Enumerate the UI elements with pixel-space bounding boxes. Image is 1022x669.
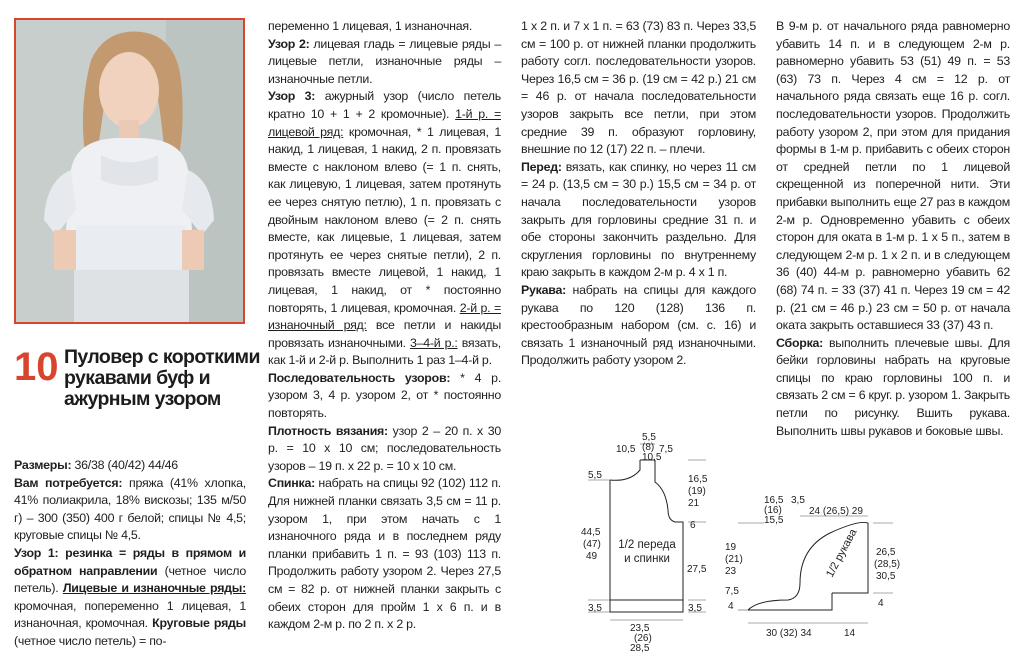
body-neck-right: 7,5: [659, 444, 673, 455]
front-text: вязать, как спинку, но через 11 см = 24 р. (13,5 см = 30 р.) 15,5 см = 34 р. от начала последовательности узоров закрыть для горловины средние 31 п. и обе стороны закончить раздельно. Для скругления горловины по внутреннему краю закрыть в каждом 2-м р. 4 х 1 п.: [521, 159, 756, 280]
pattern3-row1: 1-й р. = лицевой ряд:: [268, 106, 501, 139]
body-side-height: 27,5: [687, 564, 707, 575]
materials-value: пряжа (41% хлопка, 41% полиакрила, 18% вискозы; 135 м/50 г) – 300 (350) 400 г белой; спицы № 4,5; круговые спицы № 4,5.: [14, 475, 247, 543]
sleeve-left-small: 7,5: [725, 586, 739, 597]
body-left-total-1: 44,5: [581, 527, 601, 538]
sequence-text: * 4 р. узором 3, 4 р. узором 2, от * постоянно повторять.: [268, 370, 502, 421]
sleeve-right-1: 26,5: [876, 547, 896, 558]
gauge-label: Плотность вязания:: [268, 423, 388, 438]
sequence-label: Последовательность узоров:: [268, 370, 451, 385]
sleeve-top-mid: 3,5: [791, 495, 805, 506]
sleeve-top-left-2: (16): [764, 505, 782, 516]
assembly-label: Сборка:: [776, 335, 824, 350]
sizes-paragraph: [14, 457, 246, 475]
pattern1-paragraph: [14, 545, 246, 651]
body-left-total-2: (47): [583, 539, 601, 550]
body-shoulder-drop: 5,5: [588, 470, 602, 481]
body-hem-right: 3,5: [688, 603, 702, 614]
pattern3-row3-text: вязать, как 1-й и 2-й р. Выполнить 1 раз 1–4-й р.: [268, 335, 501, 368]
sleeve-bottom-right: 14: [844, 628, 856, 639]
text-column-2: [268, 18, 501, 634]
pattern3-row2: 2-й р. = изнаночный ряд:: [268, 300, 501, 333]
sleeves-text: набрать на спицы для каждого рукава по 120 (128) 136 п. крестообразным набором (см. с. 16) и связать 1 изнаночный ряд изнаночными. Продолжить работу узором 2.: [521, 282, 756, 368]
back-continued: 1 х 2 п. и 7 х 1 п. = 63 (73) 83 п. Через 33,5 см = 100 р. от нижней планки продолжить работу согл. последовательности узоров. Через 16,5 см = 36 р. (19 см = 42 р.) 21 см = 46 р. от начала последовательности узоров закрыть все петли, при этом средние 39 п. образуют горловину, внешние по 12 (17) 22 п. – плечи.: [521, 19, 756, 157]
materials-paragraph: [14, 475, 246, 545]
body-piece-label: 1/2 переда и спинки: [618, 539, 676, 565]
body-left-total-3: 49: [586, 551, 598, 562]
materials-label: Вам потребуется:: [14, 475, 123, 490]
body-armhole-3: 21: [688, 498, 700, 509]
sleeve-top-left-1: 16,5: [764, 495, 784, 506]
sizes-label: Размеры:: [14, 458, 72, 472]
body-neck-top-1: 5,5: [642, 432, 656, 443]
sleeve-top-width: 24 (26,5) 29: [809, 506, 863, 517]
assembly-paragraph: [776, 335, 1010, 441]
gauge-paragraph: [268, 423, 501, 476]
text-column-1: [14, 457, 246, 651]
sleeve-right-3: 30,5: [876, 571, 896, 582]
sleeve-cap-3: 23: [725, 566, 737, 577]
sleeves-label: Рукава:: [521, 282, 566, 297]
sizes-value: 36/38 (40/42) 44/46: [71, 458, 178, 472]
body-width-1: 23,5: [630, 623, 650, 634]
body-armhole-2: (19): [688, 486, 706, 497]
body-under-arm: 6: [690, 520, 696, 531]
sleeve-left-bottom: 4: [728, 601, 734, 612]
pattern1-bold2: Круговые ряды: [152, 616, 246, 631]
pattern1-tail: кромочная, попеременно 1 лицевая, 1 изнаночная, кромочная.: [14, 598, 246, 631]
back-text: набрать на спицы 92 (102) 112 п. Для нижней планки связать 3,5 см = 11 р. узором 1, при этом начать с 1 изнаночного ряда и в последнем ряду планки прибавить 1 п. = 93 (103) 113 п. Продолжить работу узором 2. Через 27,5 см = 82 р. от нижней планки закрыть с обеих сторон для пройм 1 х 6 п. и в каждом 2-м р. по 2 п. х 2 р.: [268, 476, 501, 632]
sleeve-right-2: (28,5): [874, 559, 901, 570]
pattern3-row1-text: кромочная, * 1 лицевая, 1 накид, 1 лицевая, 1 накид, 2 п. провязать вместе с наклоном влево (= 1 п. снять, как лицевую, 1 лицевая, затем протянуть ее через снятую петлю), 1 п. провязать с двойным наклоном влево (= 2 п. снять вместе, как лицевые, 1 лицевая, затем протянуть ее через снятые петли), 2 п. провязать вместе лицевой, 1 накид, 1 лицевая, 1 накид, от * постоянно повторять, 1 лицевая, кромочная.: [268, 124, 501, 315]
sleeve-right-small: 4: [878, 598, 884, 609]
sleeves-paragraph: [521, 282, 756, 370]
sleeve-cap-2: (21): [725, 554, 743, 565]
pattern3-label: Узор 3:: [268, 89, 316, 104]
sequence-paragraph: [268, 370, 501, 423]
model-photo-illustration: [16, 20, 243, 322]
pattern1-label: Узор 1:: [14, 545, 59, 560]
body-neck-top-2: (8): [642, 442, 655, 453]
assembly-text: выполнить плечевые швы. Для бейки горловины набрать на круговые спицы по краю горловины 100 п. и связать 2 см = 6 круг. р. узором 1. Закрыть петли по рисунку. Вшить рукава. Выполнить швы рукавов и боковые швы.: [776, 335, 1010, 438]
body-width-3: 28,5: [630, 643, 650, 654]
sleeve-cap-1: 19: [725, 542, 737, 553]
sleeve-top-left-3: 15,5: [764, 515, 784, 526]
sleeve-pattern-diagram: [718, 488, 908, 658]
pattern3-text: ажурный узор (число петель кратно 10 + 1 + 2 кромочные).: [268, 89, 501, 121]
body-hem-left: 3,5: [588, 603, 602, 614]
pattern1-underline: Лицевые и изнаночные ряды:: [62, 581, 247, 596]
body-neck-left: 10,5: [616, 444, 636, 455]
pattern2-text: лицевая гладь = лицевые ряды – лицевые петли, изнаночные ряды – изнаночные петли.: [268, 36, 501, 86]
body-neck-top-3: 10,5: [642, 452, 662, 463]
sleeve-bottom-width: 30 (32) 34: [766, 628, 812, 639]
body-width-2: (26): [634, 633, 652, 644]
sleeve-piece-label: 1/2 рукава: [824, 527, 860, 580]
pattern1-bold: резинка = ряды в прямом и обратном направлении: [14, 545, 246, 578]
pattern3-paragraph: [268, 88, 501, 370]
pattern3-row3: 3–4-й р.:: [409, 335, 458, 350]
col2-continued: переменно 1 лицевая, 1 изнаночная.: [268, 19, 473, 33]
pattern1-text: (четное число петель).: [14, 563, 246, 596]
pattern2-paragraph: [268, 36, 501, 89]
text-column-3: [521, 18, 756, 370]
sleeves-continued: В 9-м р. от начального ряда равномерно убавить 14 п. и в следующем 2-м р. равномерно убавить 53 (51) 49 п. = 53 (63) 73 п. Через 4 см = 12 р. от начального ряда связать еще 16 р. согл. последовательности узоров. Продолжить работу узором 2, при этом для придания формы в 1-м р. прибавить с обеих сторон от средней петли по 1 лицевой скрещенной из поперечной нити. Эти прибавки выполнить еще 27 раз в каждом 2-м р. Одновременно убавить с обеих сторон для оката в 1-м р. 1 х 5 п., затем в следующем 2-м р. 1 х 2 п. и в следующем 36 (40) 44-м р. равномерно убавить 62 (68) 74 п. = 33 (37) 41 п. Через 19 см = 42 р. (21 см = 46 р.) 23 см = 50 р. от начала оката закрыть оставшиеся 33 (37) 43 п.: [776, 19, 1010, 333]
front-paragraph: [521, 159, 756, 282]
text-column-4: [776, 18, 1010, 440]
article-number: 10: [14, 345, 59, 389]
pattern1-end: (четное число петель) = по-: [14, 633, 167, 648]
back-label: Спинка:: [268, 476, 316, 491]
gauge-text: узор 2 – 20 п. х 30 р. = 10 х 10 см; последовательность узоров – 19 п. х 22 р. = 10 х 10 см.: [268, 423, 501, 473]
pattern2-label: Узор 2:: [268, 36, 310, 51]
body-armhole-1: 16,5: [688, 474, 708, 485]
back-paragraph: [268, 475, 501, 633]
model-photo: [14, 18, 245, 324]
article-title: Пуловер с короткими рукавами буф и ажурным узором: [64, 346, 260, 410]
pattern3-row2-text: все петли и накиды провязать изнаночными.: [268, 318, 501, 350]
front-label: Перед:: [521, 159, 562, 174]
